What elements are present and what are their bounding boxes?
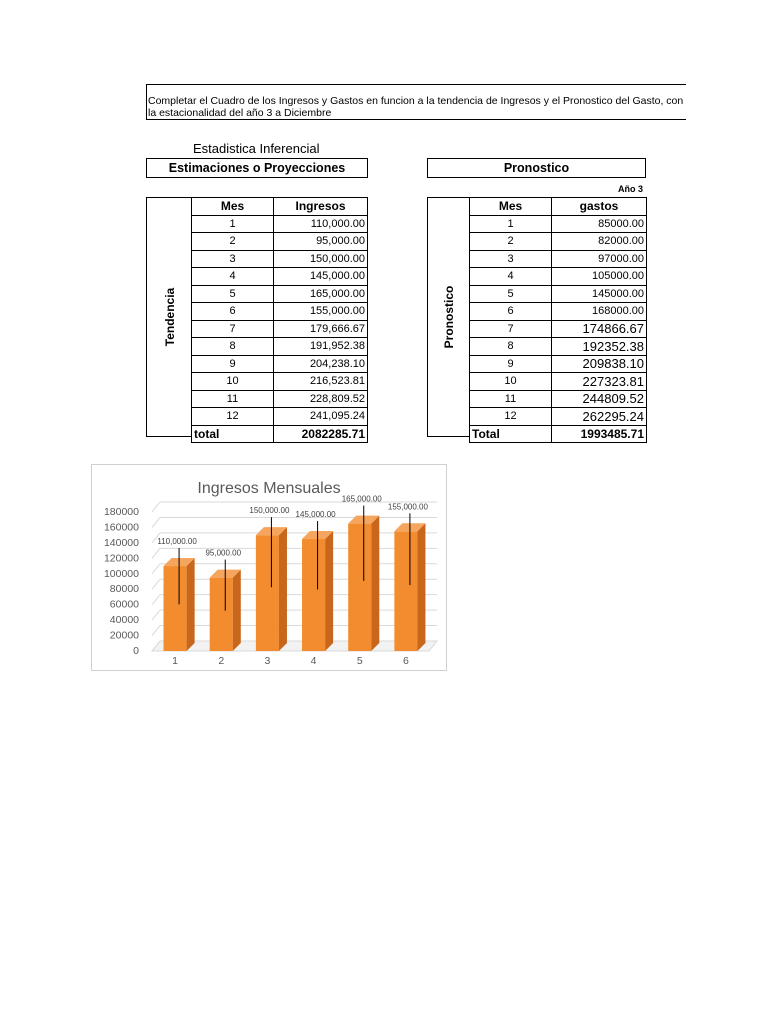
gridline-depth [152,626,160,636]
table-row [192,408,368,426]
bar-side [371,516,379,651]
gastos-value-cell: 105000.00 [552,268,647,286]
table-row [192,338,368,356]
bar-side [417,523,425,651]
chart-title: Ingresos Mensuales [197,480,341,497]
gastos-table [469,197,647,443]
gridline-depth [152,517,160,527]
ingresos-col-mes: Mes [192,198,274,216]
gastos-mes-cell: 6 [470,303,552,321]
table-row [470,320,647,338]
data-label: 155,000.00 [387,502,428,512]
table-row [192,233,368,251]
ingresos-mes-cell: 3 [192,250,274,268]
gastos-mes-cell: 1 [470,215,552,233]
data-label: 95,000.00 [205,548,242,558]
instruction-box [146,84,686,120]
ingresos-value-cell: 191,952.38 [274,338,368,356]
gastos-mes-cell: 9 [470,355,552,373]
bar-side [187,558,195,651]
ingresos-mes-cell: 11 [192,390,274,408]
y-tick-label: 80000 [109,583,139,596]
table-row [470,373,647,391]
table-row [470,408,647,426]
right-table-header: Pronostico [427,158,646,178]
y-tick-label: 100000 [103,567,139,580]
table-row [470,355,647,373]
table-row [192,390,368,408]
table-row [470,215,647,233]
gastos-value-cell: 227323.81 [552,373,647,391]
table-row [470,303,647,321]
gastos-value-cell: 97000.00 [552,250,647,268]
bar-side [279,527,287,651]
tendencia-label: Tendencia [162,287,177,347]
gridline-depth [152,610,160,620]
y-tick-label: 140000 [103,536,139,549]
left-table-header: Estimaciones o Proyecciones [146,158,368,178]
bar [394,531,417,651]
y-tick-label: 120000 [103,552,139,565]
table-row [192,303,368,321]
instruction-line-1: Completar el Cuadro de los Ingresos y Gastos en funcion a la tendencia de Ingresos y el Pronostico del Gasto, con [148,95,684,107]
gastos-mes-cell: 8 [470,338,552,356]
y-tick-label: 180000 [103,506,139,518]
table-row [470,233,647,251]
ingresos-mes-cell: 12 [192,408,274,426]
x-tick-label: 2 [218,655,225,667]
gastos-value-cell: 192352.38 [552,338,647,356]
gastos-value-cell: 209838.10 [552,355,647,373]
gastos-value-cell: 174866.67 [552,320,647,338]
gridline-depth [152,564,160,574]
table-row [470,268,647,286]
gastos-total-label: Total [470,425,552,443]
year-label: Año 3 [618,184,644,194]
data-label: 110,000.00 [157,537,197,547]
bar [210,578,233,651]
ingresos-col-val: Ingresos [274,198,368,216]
ingresos-value-cell: 165,000.00 [274,285,368,303]
ingresos-mes-cell: 10 [192,373,274,391]
gastos-value-cell: 82000.00 [552,233,647,251]
instruction-line-2: la estacionalidad del año 3 a Diciembre [148,106,332,119]
gastos-value-cell: 85000.00 [552,215,647,233]
gastos-value-cell: 168000.00 [552,303,647,321]
y-tick-label: 0 [133,645,139,657]
table-row [470,250,647,268]
gridline-depth [152,548,160,558]
gastos-value-cell: 145000.00 [552,285,647,303]
gastos-mes-cell: 12 [470,408,552,426]
gridline-depth [152,502,160,512]
ingresos-mes-cell: 1 [192,215,274,233]
ingresos-mes-cell: 5 [192,285,274,303]
bar-side [233,570,241,651]
ingresos-value-cell: 95,000.00 [274,233,368,251]
ingresos-value-cell: 155,000.00 [274,303,368,321]
data-label: 165,000.00 [341,494,382,504]
bar [348,524,371,651]
x-tick-label: 5 [356,655,363,667]
pronostico-label: Pronostico [442,285,456,349]
table-row [470,338,647,356]
ingresos-value-cell: 150,000.00 [274,250,368,268]
table-row [192,268,368,286]
ingresos-mes-cell: 6 [192,303,274,321]
ingresos-chart [91,464,447,671]
table-row [470,285,647,303]
table-row [192,373,368,391]
gastos-mes-cell: 5 [470,285,552,303]
bar-side [325,531,333,651]
ingresos-value-cell: 241,095.24 [274,408,368,426]
chart-floor [152,641,437,651]
x-tick-label: 3 [264,655,271,667]
table-row [192,215,368,233]
gastos-value-cell: 244809.52 [552,390,647,408]
bar [164,566,187,651]
gastos-mes-cell: 3 [470,250,552,268]
ingresos-value-cell: 110,000.00 [274,215,368,233]
x-tick-label: 4 [310,655,317,667]
gastos-mes-cell: 11 [470,390,552,408]
ingresos-total-value: 2082285.71 [274,425,368,443]
bar [302,539,325,651]
y-tick-label: 20000 [109,629,139,642]
ingresos-total-label: total [192,425,274,443]
x-tick-label: 6 [402,655,409,667]
gastos-mes-cell: 10 [470,373,552,391]
chart-canvas [92,465,446,670]
ingresos-value-cell: 204,238.10 [274,355,368,373]
gastos-mes-cell: 7 [470,320,552,338]
ingresos-mes-cell: 2 [192,233,274,251]
data-label: 145,000.00 [295,510,336,520]
ingresos-value-cell: 145,000.00 [274,268,368,286]
ingresos-mes-cell: 7 [192,320,274,338]
ingresos-mes-cell: 9 [192,355,274,373]
gastos-mes-cell: 2 [470,233,552,251]
pronostico-side-box [427,197,470,437]
section-subtitle: Estadistica Inferencial [193,141,320,156]
gridline-depth [152,579,160,589]
ingresos-value-cell: 216,523.81 [274,373,368,391]
gastos-value-cell: 262295.24 [552,408,647,426]
data-label: 150,000.00 [249,506,290,516]
table-row [192,355,368,373]
ingresos-mes-cell: 8 [192,338,274,356]
gastos-col-mes: Mes [470,198,552,216]
gastos-mes-cell: 4 [470,268,552,286]
ingresos-mes-cell: 4 [192,268,274,286]
table-row [192,285,368,303]
bar [256,535,279,651]
table-row [192,320,368,338]
table-row [192,250,368,268]
gastos-total-value: 1993485.71 [552,425,647,443]
y-tick-label: 40000 [109,614,139,627]
y-tick-label: 160000 [103,521,139,534]
gastos-col-val: gastos [552,198,647,216]
tendencia-side-box [146,197,192,437]
y-tick-label: 60000 [109,598,139,611]
x-tick-label: 1 [172,655,179,667]
gridline-depth [152,595,160,605]
table-row [470,390,647,408]
ingresos-table [191,197,368,443]
ingresos-value-cell: 179,666.67 [274,320,368,338]
ingresos-value-cell: 228,809.52 [274,390,368,408]
